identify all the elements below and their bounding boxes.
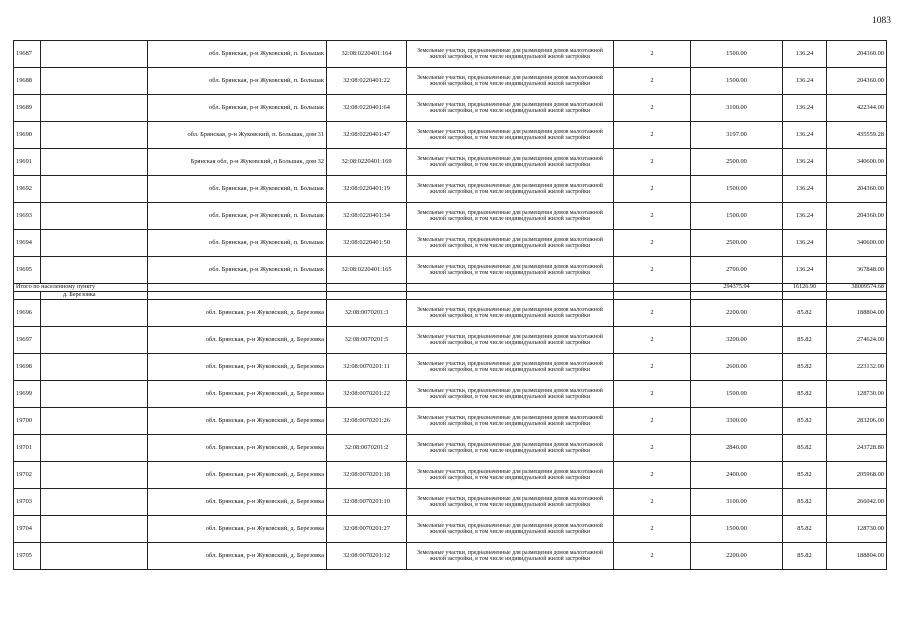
area-cell: 2700.00 [691, 257, 783, 284]
total-area: 294375.94 [691, 284, 783, 292]
cadastral-value-cell: 274624.00 [827, 327, 887, 354]
table-body-summary [14, 284, 887, 300]
group-cell: 2 [614, 68, 691, 95]
unit-price-cell: 136.24 [783, 257, 827, 284]
table-body-section-b [14, 300, 887, 570]
cadastral-number-cell: 32:08:0220401:169 [327, 149, 407, 176]
area-cell: 3300.00 [691, 408, 783, 435]
group-cell: 2 [614, 408, 691, 435]
group-cell: 2 [614, 516, 691, 543]
locality-label: д. Березовка [41, 292, 148, 300]
group-cell: 2 [614, 122, 691, 149]
table-row [14, 462, 887, 489]
cadastral-number-cell: 32:08:0070201:3 [327, 300, 407, 327]
row-number: 19702 [14, 462, 41, 489]
blank-cell [41, 176, 148, 203]
table-row [14, 257, 887, 284]
cadastral-value-cell: 223132.00 [827, 354, 887, 381]
land-purpose-cell: Земельные участки, предназначенные для размещения домов малоэтажной жилой застройки, в том числе индивидуальной жилой застройки [407, 95, 614, 122]
land-purpose-cell: Земельные участки, предназначенные для размещения домов малоэтажной жилой застройки, в том числе индивидуальной жилой застройки [407, 435, 614, 462]
row-number: 19700 [14, 408, 41, 435]
blank-cell [41, 516, 148, 543]
land-purpose-cell: Земельные участки, предназначенные для размещения домов малоэтажной жилой застройки, в том числе индивидуальной жилой застройки [407, 203, 614, 230]
row-number: 19695 [14, 257, 41, 284]
address-cell: обл. Брянская, р-н Жуковский, д. Березовка [148, 300, 327, 327]
row-number: 19691 [14, 149, 41, 176]
table-row [14, 203, 887, 230]
table-row [14, 68, 887, 95]
area-cell: 2500.00 [691, 230, 783, 257]
cadastral-value-cell: 128730.00 [827, 516, 887, 543]
row-number: 19690 [14, 122, 41, 149]
row-number: 19689 [14, 95, 41, 122]
row-number: 19703 [14, 489, 41, 516]
land-purpose-cell: Земельные участки, предназначенные для размещения домов малоэтажной жилой застройки, в том числе индивидуальной жилой застройки [407, 41, 614, 68]
land-purpose-cell: Земельные участки, предназначенные для размещения домов малоэтажной жилой застройки, в том числе индивидуальной жилой застройки [407, 68, 614, 95]
cadastral-value-cell: 205968.00 [827, 462, 887, 489]
cadastral-number-cell: 32:08:0070201:2 [327, 435, 407, 462]
row-number: 19693 [14, 203, 41, 230]
area-cell: 1500.00 [691, 516, 783, 543]
area-cell: 2200.00 [691, 300, 783, 327]
blank-cell [41, 203, 148, 230]
blank-cell [41, 489, 148, 516]
page-number: 1083 [872, 16, 891, 26]
area-cell: 2400.00 [691, 462, 783, 489]
blank-cell [41, 257, 148, 284]
blank-cell [41, 300, 148, 327]
row-number: 19705 [14, 543, 41, 570]
area-cell: 3200.00 [691, 327, 783, 354]
table-row [14, 489, 887, 516]
group-cell: 2 [614, 257, 691, 284]
address-cell: обл. Брянская, р-н Жуковский, п. Большак [148, 230, 327, 257]
group-cell: 2 [614, 203, 691, 230]
cadastral-number-cell: 32:08:0220401:165 [327, 257, 407, 284]
table-row [14, 300, 887, 327]
area-cell: 1500.00 [691, 68, 783, 95]
row-number: 19698 [14, 354, 41, 381]
group-cell: 2 [614, 462, 691, 489]
unit-price-cell: 136.24 [783, 230, 827, 257]
land-purpose-cell: Земельные участки, предназначенные для размещения домов малоэтажной жилой застройки, в том числе индивидуальной жилой застройки [407, 462, 614, 489]
unit-price-cell: 136.24 [783, 68, 827, 95]
blank-cell [41, 408, 148, 435]
unit-price-cell: 136.24 [783, 176, 827, 203]
land-purpose-cell: Земельные участки, предназначенные для размещения домов малоэтажной жилой застройки, в том числе индивидуальной жилой застройки [407, 381, 614, 408]
table-row [14, 543, 887, 570]
cadastral-number-cell: 32:08:0220401:22 [327, 68, 407, 95]
blank-cell [41, 149, 148, 176]
address-cell: обл. Брянская, р-н Жуковский, д. Березовка [148, 489, 327, 516]
land-purpose-cell: Земельные участки, предназначенные для размещения домов малоэтажной жилой застройки, в том числе индивидуальной жилой застройки [407, 300, 614, 327]
unit-price-cell: 136.24 [783, 122, 827, 149]
total-label: Итого по населенному пункту [14, 284, 148, 292]
address-cell: обл. Брянская, р-н Жуковский, д. Березовка [148, 408, 327, 435]
land-purpose-cell: Земельные участки, предназначенные для размещения домов малоэтажной жилой застройки, в том числе индивидуальной жилой застройки [407, 176, 614, 203]
land-purpose-cell: Земельные участки, предназначенные для размещения домов малоэтажной жилой застройки, в том числе индивидуальной жилой застройки [407, 149, 614, 176]
table-row [14, 122, 887, 149]
unit-price-cell: 85.82 [783, 327, 827, 354]
cadastral-value-cell: 340600.00 [827, 230, 887, 257]
group-cell: 2 [614, 381, 691, 408]
cadastral-number-cell: 32:08:0070201:12 [327, 543, 407, 570]
land-purpose-cell: Земельные участки, предназначенные для размещения домов малоэтажной жилой застройки, в том числе индивидуальной жилой застройки [407, 408, 614, 435]
cadastral-number-cell: 32:08:0220401:34 [327, 203, 407, 230]
cadastral-number-cell: 32:08:0070201:5 [327, 327, 407, 354]
cadastral-value-cell: 367848.00 [827, 257, 887, 284]
address-cell: обл. Брянская, р-н Жуковский, д. Березовка [148, 354, 327, 381]
area-cell: 1500.00 [691, 381, 783, 408]
area-cell: 1500.00 [691, 41, 783, 68]
blank-cell [41, 41, 148, 68]
unit-price-cell: 136.24 [783, 41, 827, 68]
unit-price-cell: 85.82 [783, 435, 827, 462]
group-cell: 2 [614, 230, 691, 257]
group-cell: 2 [614, 149, 691, 176]
cadastral-value-cell: 283206.00 [827, 408, 887, 435]
group-cell: 2 [614, 543, 691, 570]
blank-cell [41, 95, 148, 122]
total-price: 16126.90 [783, 284, 827, 292]
group-cell: 2 [614, 354, 691, 381]
group-cell: 2 [614, 489, 691, 516]
area-cell: 3197.00 [691, 122, 783, 149]
cadastral-number-cell: 32:08:0070201:27 [327, 516, 407, 543]
table-row [14, 327, 887, 354]
group-cell: 2 [614, 327, 691, 354]
unit-price-cell: 85.82 [783, 543, 827, 570]
table-row [14, 230, 887, 257]
unit-price-cell: 85.82 [783, 408, 827, 435]
address-cell: обл. Брянская, р-н Жуковский, д. Березовка [148, 543, 327, 570]
blank-cell [41, 435, 148, 462]
cadastral-value-cell: 204360.00 [827, 176, 887, 203]
table-row [14, 408, 887, 435]
land-purpose-cell: Земельные участки, предназначенные для размещения домов малоэтажной жилой застройки, в том числе индивидуальной жилой застройки [407, 327, 614, 354]
row-number: 19694 [14, 230, 41, 257]
group-cell: 2 [614, 300, 691, 327]
cadastral-value-cell: 204360.00 [827, 203, 887, 230]
row-number: 19688 [14, 68, 41, 95]
blank-cell [41, 230, 148, 257]
table-body-section-a [14, 41, 887, 284]
land-purpose-cell: Земельные участки, предназначенные для размещения домов малоэтажной жилой застройки, в том числе индивидуальной жилой застройки [407, 354, 614, 381]
cadastral-value-cell: 435559.28 [827, 122, 887, 149]
land-purpose-cell: Земельные участки, предназначенные для размещения домов малоэтажной жилой застройки, в том числе индивидуальной жилой застройки [407, 543, 614, 570]
row-number: 19704 [14, 516, 41, 543]
address-cell: обл. Брянская, р-н Жуковский, п. Большак [148, 41, 327, 68]
unit-price-cell: 136.24 [783, 95, 827, 122]
cadastral-number-cell: 32:08:0070201:10 [327, 489, 407, 516]
address-cell: Брянская обл, р-н Жуковский, п Большак, дом 32 [148, 149, 327, 176]
table-row [14, 516, 887, 543]
land-purpose-cell: Земельные участки, предназначенные для размещения домов малоэтажной жилой застройки, в том числе индивидуальной жилой застройки [407, 257, 614, 284]
area-cell: 1500.00 [691, 203, 783, 230]
cadastral-value-cell: 243728.80 [827, 435, 887, 462]
cadastral-value-cell: 340600.00 [827, 149, 887, 176]
address-cell: обл. Брянская, р-н Жуковский, п. Большак [148, 257, 327, 284]
land-purpose-cell: Земельные участки, предназначенные для размещения домов малоэтажной жилой застройки, в том числе индивидуальной жилой застройки [407, 230, 614, 257]
land-purpose-cell: Земельные участки, предназначенные для размещения домов малоэтажной жилой застройки, в том числе индивидуальной жилой застройки [407, 122, 614, 149]
row-number: 19696 [14, 300, 41, 327]
cadastral-value-cell: 204360.00 [827, 68, 887, 95]
cadastral-value-cell: 188804.00 [827, 300, 887, 327]
area-cell: 3100.00 [691, 489, 783, 516]
blank-cell [41, 122, 148, 149]
row-number: 19701 [14, 435, 41, 462]
cadastral-value-cell: 128730.00 [827, 381, 887, 408]
row-number: 19687 [14, 41, 41, 68]
cadastral-number-cell: 32:08:0220401:19 [327, 176, 407, 203]
cadastral-number-cell: 32:08:0220401:50 [327, 230, 407, 257]
address-cell: обл. Брянская, р-н Жуковский, п. Большак [148, 176, 327, 203]
unit-price-cell: 85.82 [783, 516, 827, 543]
area-cell: 1500.00 [691, 176, 783, 203]
unit-price-cell: 85.82 [783, 354, 827, 381]
row-number: 19692 [14, 176, 41, 203]
land-purpose-cell: Земельные участки, предназначенные для размещения домов малоэтажной жилой застройки, в том числе индивидуальной жилой застройки [407, 516, 614, 543]
address-cell: обл. Брянская, р-н Жуковский, д. Березовка [148, 462, 327, 489]
address-cell: обл. Брянская, р-н Жуковский, д. Березовка [148, 516, 327, 543]
unit-price-cell: 136.24 [783, 203, 827, 230]
land-purpose-cell: Земельные участки, предназначенные для размещения домов малоэтажной жилой застройки, в том числе индивидуальной жилой застройки [407, 489, 614, 516]
table-row [14, 149, 887, 176]
blank-cell [41, 381, 148, 408]
group-cell: 2 [614, 176, 691, 203]
address-cell: обл. Брянская, р-н Жуковский, д. Березовка [148, 435, 327, 462]
total-value: 38009574.68 [827, 284, 887, 292]
blank-cell [41, 462, 148, 489]
blank-cell [41, 354, 148, 381]
blank-cell [41, 543, 148, 570]
table-row [14, 381, 887, 408]
address-cell: обл. Брянская, р-н Жуковский, п. Большак, дом 31 [148, 122, 327, 149]
row-number: 19697 [14, 327, 41, 354]
cadastral-number-cell: 32:08:0070201:11 [327, 354, 407, 381]
area-cell: 2500.00 [691, 149, 783, 176]
address-cell: обл. Брянская, р-н Жуковский, п. Большак [148, 95, 327, 122]
land-registry-table [13, 40, 887, 570]
table-row [14, 95, 887, 122]
locality-row [14, 292, 887, 300]
cadastral-number-cell: 32:08:0220401:47 [327, 122, 407, 149]
area-cell: 3100.00 [691, 95, 783, 122]
cadastral-number-cell: 32:08:0220401:64 [327, 95, 407, 122]
area-cell: 2600.00 [691, 354, 783, 381]
cadastral-number-cell: 32:08:0070201:22 [327, 381, 407, 408]
area-cell: 2200.00 [691, 543, 783, 570]
table-row [14, 435, 887, 462]
cadastral-number-cell: 32:08:0070201:18 [327, 462, 407, 489]
group-cell: 2 [614, 95, 691, 122]
blank-cell [41, 68, 148, 95]
area-cell: 2840.00 [691, 435, 783, 462]
group-cell: 2 [614, 41, 691, 68]
row-number: 19699 [14, 381, 41, 408]
cadastral-number-cell: 32:08:0070201:26 [327, 408, 407, 435]
cadastral-value-cell: 266042.00 [827, 489, 887, 516]
cadastral-number-cell: 32:08:0220401:164 [327, 41, 407, 68]
cadastral-value-cell: 188804.00 [827, 543, 887, 570]
address-cell: обл. Брянская, р-н Жуковский, д. Березовка [148, 381, 327, 408]
table-row [14, 354, 887, 381]
cadastral-value-cell: 422344.00 [827, 95, 887, 122]
unit-price-cell: 85.82 [783, 462, 827, 489]
cadastral-value-cell: 204360.00 [827, 41, 887, 68]
total-row [14, 284, 887, 292]
table-row [14, 41, 887, 68]
unit-price-cell: 85.82 [783, 489, 827, 516]
blank-cell [41, 327, 148, 354]
table-row [14, 176, 887, 203]
unit-price-cell: 85.82 [783, 300, 827, 327]
unit-price-cell: 85.82 [783, 381, 827, 408]
group-cell: 2 [614, 435, 691, 462]
unit-price-cell: 136.24 [783, 149, 827, 176]
address-cell: обл. Брянская, р-н Жуковский, д. Березовка [148, 327, 327, 354]
address-cell: обл. Брянская, р-н Жуковский, п. Большак [148, 203, 327, 230]
address-cell: обл. Брянская, р-н Жуковский, п. Большак [148, 68, 327, 95]
